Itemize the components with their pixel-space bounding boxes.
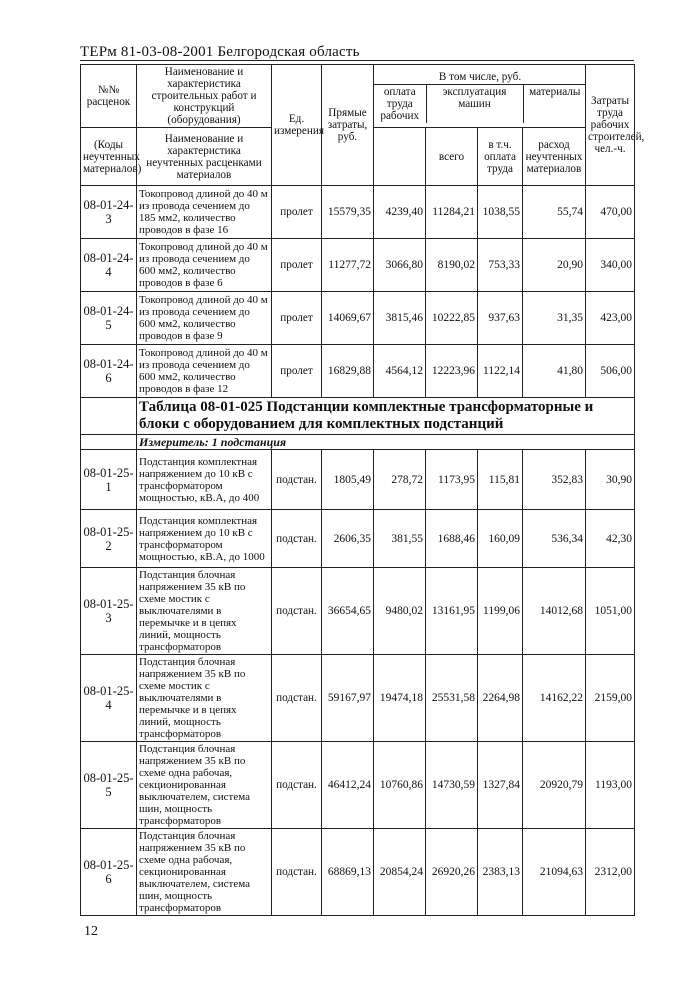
meter-spacer: [81, 435, 137, 450]
row-name: Подстанция комплектная напряжением до 10 кВ с трансформатором мощностью, кВ.А, до 400: [137, 450, 272, 510]
row-labor: 340,00: [586, 239, 635, 292]
row-unit: подстан.: [272, 510, 322, 568]
row-unit: подстан.: [272, 450, 322, 510]
row-machines: 25531,58: [426, 655, 478, 742]
table-row: [81, 450, 635, 510]
col-name-header: Наименование и характеристика строительных работ и конструкций (оборудования): [137, 65, 272, 128]
row-wages: 9480,02: [374, 568, 426, 655]
row-direct: 46412,24: [322, 742, 374, 829]
row-labor: 2312,00: [586, 829, 635, 916]
row-code: 08-01-25-4: [81, 655, 137, 742]
row-name: Токопровод длиной до 40 м из провода сечением до 600 мм2, количество проводов в фазе 12: [137, 345, 272, 398]
row-labor: 470,00: [586, 186, 635, 239]
col-direct-header: Прямые затраты, руб.: [322, 65, 374, 186]
row-name: Подстанция блочная напряжением 35 кВ по схеме одна рабочая, секционированная выключателем, система шин, мощность трансформаторов: [137, 742, 272, 829]
col-wages-header: оплата труда рабочих: [374, 84, 426, 123]
row-labor: 1193,00: [586, 742, 635, 829]
section-title: Таблица 08-01-025 Подстанции комплектные трансформаторные и блоки с оборудованием для комплектных подстанций: [137, 398, 635, 435]
row-wages: 381,55: [374, 510, 426, 568]
row-unit: подстан.: [272, 742, 322, 829]
table-row: [81, 345, 635, 398]
row-wages: 278,72: [374, 450, 426, 510]
row-machines: 14730,59: [426, 742, 478, 829]
row-materials: 55,74: [523, 186, 586, 239]
col-incl-header: В том числе, руб.: [374, 70, 586, 85]
row-unit: пролет: [272, 345, 322, 398]
table-row: [81, 742, 635, 829]
row-machines: 11284,21: [426, 186, 478, 239]
row-code: 08-01-25-2: [81, 510, 137, 568]
row-machines: 26920,26: [426, 829, 478, 916]
row-labor: 423,00: [586, 292, 635, 345]
row-code: 08-01-24-5: [81, 292, 137, 345]
row-name: Подстанция блочная напряжением 35 кВ по схеме мостик с выключателями в перемычке и в цепях линий, мощность трансформаторов: [137, 655, 272, 742]
row-labor: 2159,00: [586, 655, 635, 742]
row-machines-wages: 1199,06: [478, 568, 523, 655]
row-direct: 36654,65: [322, 568, 374, 655]
header-rule: [80, 60, 634, 61]
row-code: 08-01-25-6: [81, 829, 137, 916]
row-code: 08-01-24-4: [81, 239, 137, 292]
row-wages: 3815,46: [374, 292, 426, 345]
row-direct: 15579,35: [322, 186, 374, 239]
row-materials: 20920,79: [523, 742, 586, 829]
row-direct: 1805,49: [322, 450, 374, 510]
row-name: Подстанция комплектная напряжением до 10 кВ с трансформатором мощностью, кВ.А, до 1000: [137, 510, 272, 568]
row-wages: 10760,86: [374, 742, 426, 829]
row-machines-wages: 115,81: [478, 450, 523, 510]
col-labor-header: Затраты труда рабочих строителей, чел.-ч.: [586, 65, 635, 186]
row-machines: 12223,96: [426, 345, 478, 398]
table-row: [81, 568, 635, 655]
row-machines: 8190,02: [426, 239, 478, 292]
col-unit-header: Ед. измерения: [272, 65, 322, 186]
row-code: 08-01-25-1: [81, 450, 137, 510]
row-code: 08-01-25-5: [81, 742, 137, 829]
row-materials: 352,83: [523, 450, 586, 510]
page-number: 12: [84, 924, 98, 939]
col-unaccounted-header: расход неучтенных материалов: [523, 128, 586, 186]
table-row: [81, 829, 635, 916]
row-materials: 21094,63: [523, 829, 586, 916]
row-name: Токопровод длиной до 40 м из провода сечением до 185 мм2, количество проводов в фазе 16: [137, 186, 272, 239]
row-direct: 14069,67: [322, 292, 374, 345]
row-machines-wages: 753,33: [478, 239, 523, 292]
row-machines-wages: 160,09: [478, 510, 523, 568]
row-code: 08-01-24-3: [81, 186, 137, 239]
table-row: [81, 186, 635, 239]
table-row: [81, 655, 635, 742]
row-name: Токопровод длиной до 40 м из провода сечением до 600 мм2, количество проводов в фазе 9: [137, 292, 272, 345]
rates-table: [80, 64, 645, 916]
col-wages-blank: [374, 128, 426, 186]
row-direct: 59167,97: [322, 655, 374, 742]
row-unit: пролет: [272, 292, 322, 345]
row-direct: 11277,72: [322, 239, 374, 292]
row-wages: 3066,80: [374, 239, 426, 292]
row-machines-wages: 937,63: [478, 292, 523, 345]
row-machines: 10222,85: [426, 292, 478, 345]
row-wages: 20854,24: [374, 829, 426, 916]
row-name: Подстанция блочная напряжением 35 кВ по схеме мостик с выключателями в перемычке и в цепях линий, мощность трансформаторов: [137, 568, 272, 655]
row-code: 08-01-25-3: [81, 568, 137, 655]
row-wages: 4564,12: [374, 345, 426, 398]
row-materials: 20,90: [523, 239, 586, 292]
row-code: 08-01-24-6: [81, 345, 137, 398]
col-incl-group: [374, 65, 586, 128]
col-name2-header: Наименование и характеристика неучтенных расценками материалов: [137, 128, 272, 186]
row-labor: 42,30: [586, 510, 635, 568]
row-unit: пролет: [272, 186, 322, 239]
row-machines: 1688,46: [426, 510, 478, 568]
row-direct: 2606,35: [322, 510, 374, 568]
row-machines-wages: 1122,14: [478, 345, 523, 398]
section-meter: Измеритель: 1 подстанция: [137, 435, 635, 450]
col-materials-header: материалы: [529, 85, 581, 98]
col-machines-total-header: всего: [426, 128, 478, 186]
row-unit: подстан.: [272, 568, 322, 655]
row-materials: 14162,22: [523, 655, 586, 742]
row-wages: 19474,18: [374, 655, 426, 742]
col-machines-header: эксплуатация машин: [426, 84, 523, 123]
page-header: ТЕРм 81-03-08-2001 Белгородская область: [80, 44, 360, 60]
row-name: Подстанция блочная напряжением 35 кВ по схеме одна рабочая, секционированная выключателем, система шин, мощность трансформаторов: [137, 829, 272, 916]
row-machines: 13161,95: [426, 568, 478, 655]
row-machines-wages: 2264,98: [478, 655, 523, 742]
row-machines-wages: 1327,84: [478, 742, 523, 829]
row-materials: 14012,68: [523, 568, 586, 655]
row-labor: 1051,00: [586, 568, 635, 655]
row-labor: 506,00: [586, 345, 635, 398]
col-machines-wages-header: в т.ч. оплата труда: [478, 128, 523, 186]
table-row: [81, 292, 635, 345]
row-machines-wages: 2383,13: [478, 829, 523, 916]
row-labor: 30,90: [586, 450, 635, 510]
row-materials: 31,35: [523, 292, 586, 345]
row-unit: пролет: [272, 239, 322, 292]
row-materials: 536,34: [523, 510, 586, 568]
row-unit: подстан.: [272, 829, 322, 916]
row-machines: 1173,95: [426, 450, 478, 510]
table-row: [81, 510, 635, 568]
row-materials: 41,80: [523, 345, 586, 398]
row-unit: подстан.: [272, 655, 322, 742]
row-direct: 16829,88: [322, 345, 374, 398]
section-title-spacer: [81, 398, 137, 435]
row-direct: 68869,13: [322, 829, 374, 916]
row-wages: 4239,40: [374, 186, 426, 239]
col-code2-header: (Коды неучтенных материалов): [81, 128, 137, 186]
col-code-header: №№ расценок: [81, 65, 137, 128]
row-name: Токопровод длиной до 40 м из провода сечением до 600 мм2, количество проводов в фазе 6: [137, 239, 272, 292]
row-machines-wages: 1038,55: [478, 186, 523, 239]
table-row: [81, 239, 635, 292]
